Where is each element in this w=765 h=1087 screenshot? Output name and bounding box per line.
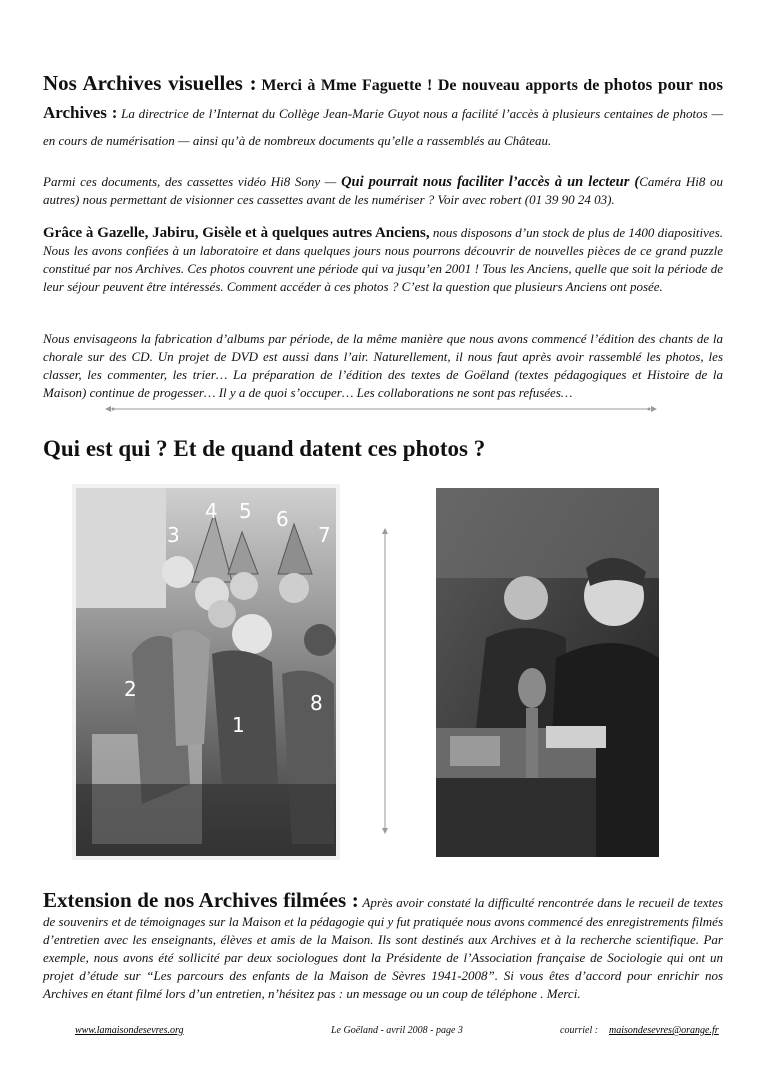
diapositives-lead: Grâce à Gazelle, Jabiru, Gisèle et à quelques autres Anciens, bbox=[43, 225, 430, 241]
photo-label-3: 3 bbox=[167, 523, 180, 547]
children-crafting-photo bbox=[436, 488, 659, 857]
photo-label-1: 1 bbox=[232, 713, 245, 737]
archives-visuelles-title: Nos Archives visuelles : bbox=[43, 71, 257, 95]
photo-label-4: 4 bbox=[205, 499, 218, 523]
page-footer bbox=[0, 1025, 765, 1041]
footer-mail-label: courriel : bbox=[560, 1025, 599, 1036]
cassettes-paragraph bbox=[43, 173, 723, 209]
diapositives-text: nous disposons d’un stock de plus de 1400 diapositives. Nous les avons confiées à un laboratoire et dans quelques jours nous pourrons découvrir de nouvelles pièces de ce grand puzzle constitué par nos Archives. Ces photos couvrent une période qui va jusqu’en 2001 ! Tous les Anciens, quelle que soit la période de leur séjour peuvent être intéressés. Comment accéder à ces photos ? C’est la question que plusieurs Anciens ont posée. bbox=[43, 225, 724, 294]
cassettes-question: Qui pourrait nous faciliter l’accès à un lecteur ( bbox=[341, 174, 640, 190]
website-link[interactable]: www.lamaisondesevres.org bbox=[75, 1025, 184, 1036]
photo-label-7: 7 bbox=[318, 523, 331, 547]
children-party-photo bbox=[72, 484, 340, 860]
photo-label-5: 5 bbox=[239, 499, 252, 523]
archives-filmees-text: Après avoir constaté la difficulté rencontrée dans le recueil de textes de souvenirs et de témoignages sur la Maison et la pédagogie qui y fut pratiquée nous avons commencé des enregistrements filmés d’entretien avec les enseignants, élèves et amis de la Maison. Ils sont destinés aux Archives et à la recherche scientifique. Par exemple, nous avons été sollicité par deux sociologues dont la Présidente de l’Association française de Sociologie qui ont un projet d’étude sur “Les parcours des enfants de la Maison de Sèvres 1941-2008”. Si vous êtes d’accord pour enrichir nos Archives en étant filmé lors d’un entretien, n’hésitez pas : un message ou un coup de téléphone . Merci. bbox=[43, 895, 723, 1001]
archives-filmees-title: Extension de nos Archives filmées : bbox=[43, 888, 359, 912]
merci-heading: Merci à Mme Faguette ! De nouveau apports de bbox=[261, 77, 600, 94]
footer-issue: Le Goëland - avril 2008 - page 3 bbox=[331, 1025, 463, 1036]
photo-label-6: 6 bbox=[276, 507, 289, 531]
cassettes-text-b: Caméra Hi8 ou autres) nous permettant de visionner ces cassettes avant de les numériser ? Voir avec robert (01 39 90 24 03). bbox=[43, 174, 723, 207]
archives-filmees-paragraph bbox=[43, 887, 723, 1003]
archives-visuelles-paragraph bbox=[43, 70, 723, 154]
qui-est-qui-title: Qui est qui ? Et de quand datent ces photos ? bbox=[43, 436, 486, 461]
albums-paragraph: Nous envisageons la fabrication d’albums par période, de la même manière que nous avons commencé l’édition des chants de la chorale sur des CD. Un projet de DVD est aussi dans l’air. Naturellement, il nous faut après avoir rassemblé les photos, les classer, les commenter, les trier… La préparation de l’édition des textes de Goëland (textes pédagogiques et Histoire de la Maison) continue de progesser… Il y a de quoi s’occuper… Les collaborations ne sont pas refusées… bbox=[43, 331, 723, 400]
email-link[interactable]: maisondesevres@orange.fr bbox=[609, 1025, 719, 1036]
archives-filmees-section bbox=[43, 887, 723, 1003]
photo-label-8: 8 bbox=[310, 691, 323, 715]
photos-heading: photos pour nos Archives : bbox=[43, 75, 724, 122]
archives-visuelles-text: La directrice de l’Internat du Collège Jean-Marie Guyot nous a facilité l’accès à plusieurs centaines de photos — en cours de numérisation — ainsi qu’à de nombreux documents qu’elle a rassemblés au Château. bbox=[43, 106, 724, 148]
vertical-divider bbox=[378, 528, 392, 834]
photo-label-2: 2 bbox=[124, 677, 137, 701]
ornamental-divider bbox=[105, 404, 657, 414]
archives-visuelles-section bbox=[43, 70, 723, 154]
diapositives-paragraph bbox=[43, 224, 723, 296]
cassettes-text-a: Parmi ces documents, des cassettes vidéo Hi8 Sony — bbox=[43, 174, 337, 189]
